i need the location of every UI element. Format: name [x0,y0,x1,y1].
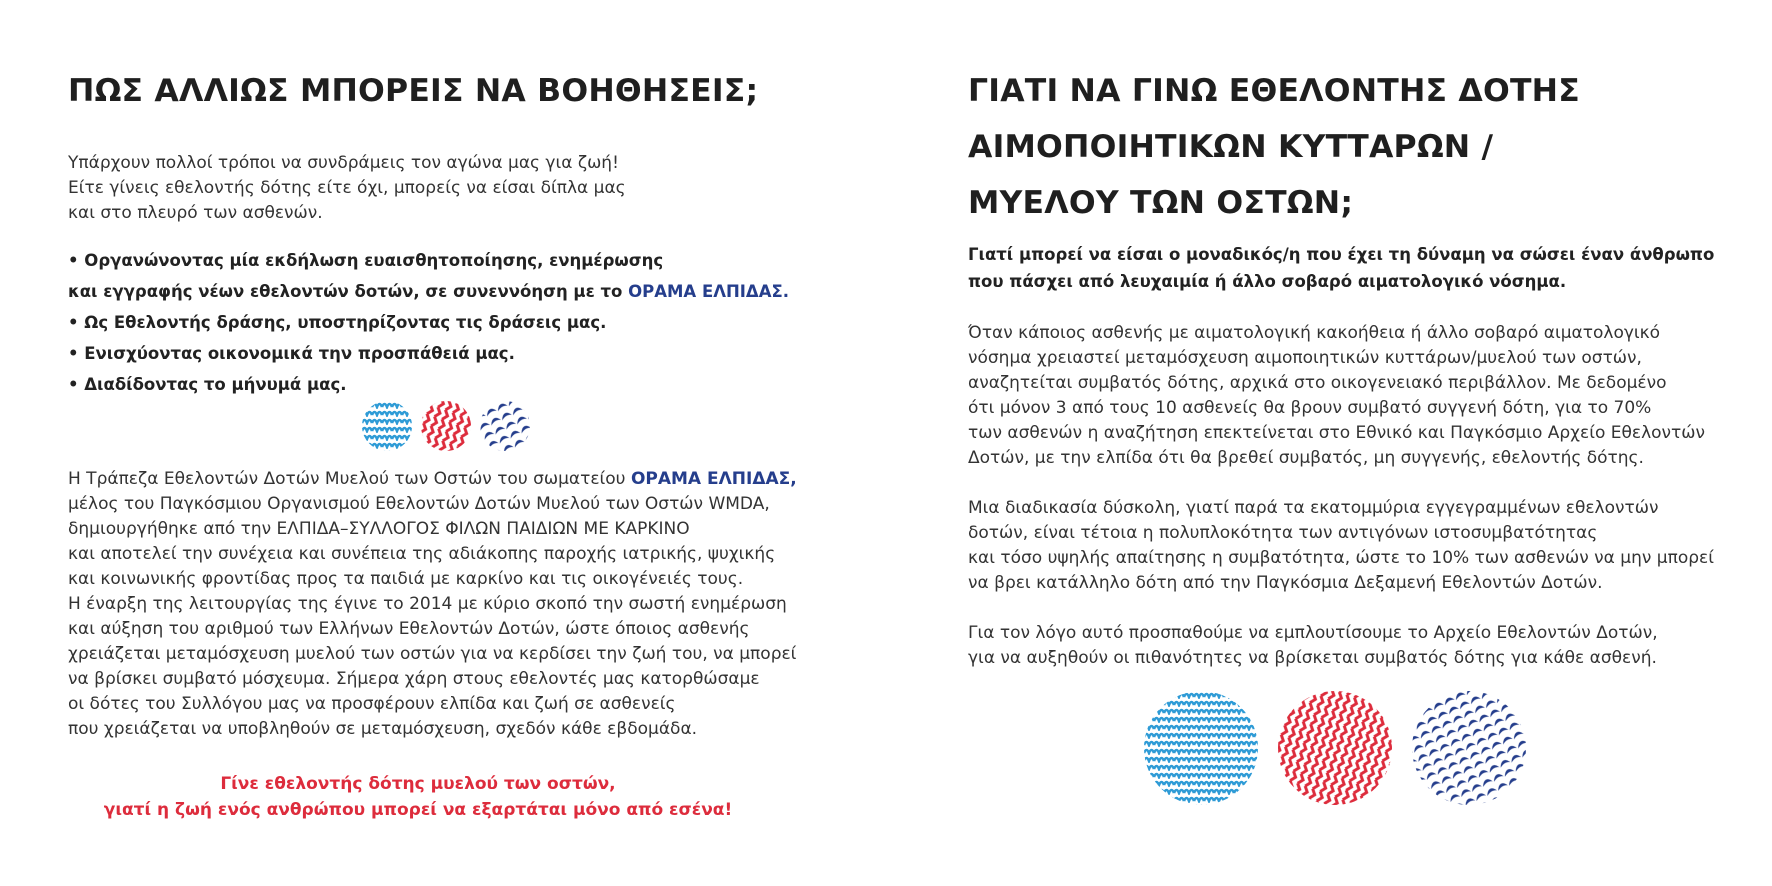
intro-line: Υπάρχουν πολλοί τρόποι να συνδράμεις τον αγώνα μας για ζωή! [68,153,619,173]
cta-line: Γίνε εθελοντής δότης μυελού των οστών, [220,774,616,794]
bank-line: και αποτελεί την συνέχεια και συνέπεια της αδιάκοπης παροχής ιατρικής, ψυχικής [68,544,776,564]
paragraph-1 [968,321,1705,471]
list-item: • Ως Εθελοντής δράσης, υποστηρίζοντας τις δράσεις μας. [68,313,607,332]
bank-line: δημιουργήθηκε από την ΕΛΠΙΔΑ–ΣΥΛΛΟΓΟΣ ΦΙΛΩΝ ΠΑΙΔΙΩΝ ΜΕ ΚΑΡΚΙΝΟ [68,519,690,539]
bank-line: οι δότες του Συλλόγου μας να προσφέρουν ελπίδα και ζωή σε ασθενείς [68,694,676,714]
dark-blue-pattern-circle-icon [1412,691,1526,805]
paragraph-line: δοτών, είναι τέτοια η πολυπλοκότητα των αντιγόνων ιστοσυμβατότητας [968,523,1598,543]
decorative-circles-large [1144,691,1526,805]
left-title: ΠΩΣ ΑΛΛΙΩΣ ΜΠΟΡΕΙΣ ΝΑ ΒΟΗΘΗΣΕΙΣ; [68,73,759,109]
right-title [968,63,1580,231]
list-item: • Διαδίδοντας το μήνυμά μας. [68,375,347,394]
paragraph-line: των ασθενών η αναζήτηση επεκτείνεται στο Εθνικό και Παγκόσμιο Αρχείο Εθελοντών [968,423,1706,443]
paragraph-line: για να αυξηθούν οι πιθανότητες να βρίσκεται συμβατός δότης για κάθε ασθενή. [968,648,1657,668]
paragraph-3 [968,621,1658,671]
red-pattern-circle-icon [421,401,471,451]
lead-line: Γιατί μπορεί να είσαι ο μοναδικός/η που έχει τη δύναμη να σώσει έναν άνθρωπο [968,245,1715,264]
title-line: ΑΙΜΟΠΟΙΗΤΙΚΩΝ ΚΥΤΤΑΡΩΝ / [968,129,1494,165]
bank-line: Η έναρξη της λειτουργίας της έγινε το 2014 με κύριο σκοπό την σωστή ενημέρωση [68,594,787,614]
cta-line: γιατί η ζωή ενός ανθρώπου μπορεί να εξαρτάται μόνο από εσένα! [103,800,733,820]
paragraph-line: αναζητείται συμβατός δότης, αρχικά στο οικογενειακό περιβάλλον. Με δεδομένο [968,373,1667,393]
title-line: ΜΥΕΛΟΥ ΤΩΝ ΟΣΤΩΝ; [968,185,1354,221]
bank-line: και αύξηση του αριθμού των Ελλήνων Εθελοντών Δοτών, ώστε όποιος ασθενής [68,619,750,639]
intro-paragraph [68,151,626,226]
dark-blue-pattern-circle-icon [480,401,530,451]
list-item: • Ενισχύοντας οικονομικά την προσπάθειά μας. [68,344,515,363]
lead-paragraph [968,241,1714,295]
intro-line: και στο πλευρό των ασθενών. [68,203,323,223]
paragraph-line: να βρει κατάλληλο δότη από την Παγκόσμια Δεξαμενή Εθελοντών Δοτών. [968,573,1603,593]
paragraph-line: Όταν κάποιος ασθενής με αιματολογική κακοήθεια ή άλλο σοβαρό αιματολογικό [968,323,1661,343]
paragraph-line: Μια διαδικασία δύσκολη, γιατί παρά τα εκατομμύρια εγγεγραμμένων εθελοντών [968,498,1659,518]
bank-line: που χρειάζεται να υποβληθούν σε μεταμόσχευση, σχεδόν κάθε εβδομάδα. [68,719,698,739]
lead-line: που πάσχει από λευχαιμία ή άλλο σοβαρό αιματολογικό νόσημα. [968,272,1567,291]
paragraph-line: Για τον λόγο αυτό προσπαθούμε να εμπλουτίσουμε το Αρχείο Εθελοντών Δοτών, [968,623,1658,643]
org-name-highlight: ΟΡΑΜΑ ΕΛΠΙΔΑΣ [628,282,783,301]
paragraph-line: Δοτών, με την ελπίδα ότι θα βρεθεί συμβατός, μη συγγενής, εθελοντής δότης. [968,448,1644,468]
light-blue-pattern-circle-icon [362,401,412,451]
bank-line: χρειάζεται μεταμόσχευση μυελού των οστών για να κερδίσει την ζωή του, να μπορεί [68,644,797,664]
bank-paragraph [68,467,797,742]
bank-line: μέλος του Παγκόσμιου Οργανισμού Εθελοντών Δοτών Μυελού των Οστών WMDA, [68,494,770,514]
list-item: και εγγραφής νέων εθελοντών δοτών, σε συνεννόηση με το ΟΡΑΜΑ ΕΛΠΙΔΑΣ. [68,282,790,301]
help-ways-list [68,245,789,400]
bank-line: Η Τράπεζα Εθελοντών Δοτών Μυελού των Οστών του σωματείου ΟΡΑΜΑ ΕΛΠΙΔΑΣ, [68,469,797,489]
paragraph-line: ότι μόνον 3 από τους 10 ασθενείς θα βρουν συμβατό συγγενή δότη, για το 70% [968,398,1652,418]
intro-line: Είτε γίνεις εθελοντής δότης είτε όχι, μπορείς να είσαι δίπλα μας [68,178,626,198]
title-line: ΓΙΑΤΙ ΝΑ ΓΙΝΩ ΕΘΕΛΟΝΤΗΣ ΔΟΤΗΣ [968,73,1580,109]
light-blue-pattern-circle-icon [1144,691,1258,805]
red-pattern-circle-icon [1278,691,1392,805]
bank-line: και κοινωνικής φροντίδας προς τα παιδιά με καρκίνο και τις οικογένειές τους. [68,569,744,589]
org-name-highlight: ΟΡΑΜΑ ΕΛΠΙΔΑΣ, [630,469,797,489]
paragraph-line: νόσημα χρειαστεί μεταμόσχευση αιμοποιητικών κυττάρων/μυελού των οστών, [968,348,1642,368]
bank-line: να βρίσκει συμβατό μόσχευμα. Σήμερα χάρη στους εθελοντές μας κατορθώσαμε [68,669,760,689]
paragraph-line: και τόσο υψηλής απαίτησης η συμβατότητα, ώστε το 10% των ασθενών να μην μπορεί [968,548,1714,568]
paragraph-2 [968,496,1714,596]
call-to-action [68,771,768,823]
decorative-circles-small [362,401,530,451]
list-item: • Οργανώνοντας μία εκδήλωση ευαισθητοποίησης, ενημέρωσης [68,251,664,270]
